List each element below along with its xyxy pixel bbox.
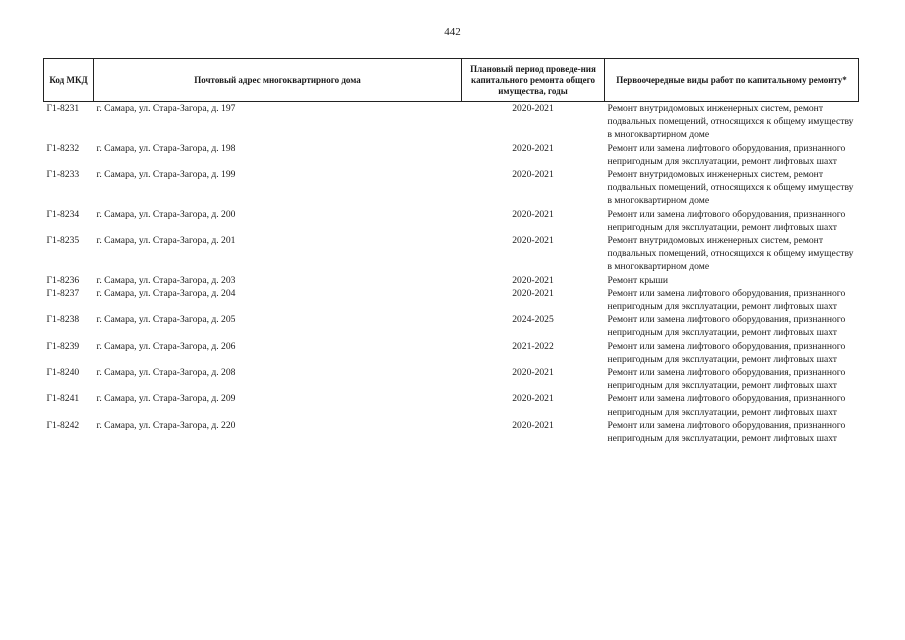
row-address: г. Самара, ул. Стара-Загора, д. 201 [96, 235, 236, 247]
table-row [44, 234, 859, 274]
table-row [44, 274, 859, 287]
row-period: 2020-2021 [512, 169, 554, 181]
table-row [44, 340, 859, 366]
row-period: 2024-2025 [512, 314, 554, 326]
row-address: г. Самара, ул. Стара-Загора, д. 205 [96, 314, 236, 326]
row-period: 2020-2021 [512, 208, 554, 220]
row-code: Г1-8233 [46, 169, 80, 181]
row-works: Ремонт или замена лифтового оборудования, признанного непригодным для эксплуатации, ремонт лифтовых шахт [607, 367, 846, 392]
row-address: г. Самара, ул. Стара-Загора, д. 198 [96, 142, 236, 154]
row-code: Г1-8234 [46, 208, 80, 220]
row-works: Ремонт или замена лифтового оборудования, признанного непригодным для эксплуатации, ремонт лифтовых шахт [607, 419, 846, 445]
row-works: Ремонт внутридомовых инженерных систем, ремонт подвальных помещений, относящихся к общему имуществу в многоквартирном доме [607, 103, 854, 141]
row-period: 2020-2021 [512, 235, 554, 247]
row-period: 2021-2022 [512, 340, 554, 352]
row-address: г. Самара, ул. Стара-Загора, д. 197 [96, 103, 236, 114]
row-works: Ремонт или замена лифтового оборудования, признанного непригодным для эксплуатации, ремонт лифтовых шахт [607, 314, 846, 339]
table-row [44, 142, 859, 168]
row-period: 2020-2021 [512, 367, 554, 379]
row-code: Г1-8235 [46, 235, 80, 247]
row-works: Ремонт или замена лифтового оборудования, признанного непригодным для эксплуатации, ремонт лифтовых шахт [607, 393, 846, 418]
row-works: Ремонт или замена лифтового оборудования, признанного непригодным для эксплуатации, ремонт лифтовых шахт [607, 340, 846, 365]
row-period: 2020-2021 [512, 103, 554, 114]
table-row [44, 287, 859, 313]
row-address: г. Самара, ул. Стара-Загора, д. 203 [96, 274, 236, 286]
header-address: Почтовый адрес многоквартирного дома [94, 59, 462, 102]
table-row [44, 392, 859, 418]
table-row [44, 102, 859, 142]
table-body [44, 102, 859, 446]
row-code: Г1-8237 [46, 287, 80, 299]
table-row [44, 366, 859, 392]
table-row [44, 208, 859, 234]
header-code: Код МКД [44, 59, 94, 102]
table-row [44, 313, 859, 339]
row-code: Г1-8242 [46, 419, 80, 431]
row-code: Г1-8231 [46, 103, 80, 114]
row-address: г. Самара, ул. Стара-Загора, д. 209 [96, 393, 236, 405]
row-address: г. Самара, ул. Стара-Загора, д. 220 [96, 419, 236, 431]
row-period: 2020-2021 [512, 274, 554, 286]
table-header [44, 59, 859, 102]
header-period: Плановый период проведе-ния капитального ремонта общего имущества, годы [462, 59, 605, 102]
row-works: Ремонт внутридомовых инженерных систем, ремонт подвальных помещений, относящихся к общему имуществу в многоквартирном доме [607, 169, 854, 207]
header-works: Первоочередные виды работ по капитальному ремонту* [605, 59, 859, 102]
row-address: г. Самара, ул. Стара-Загора, д. 199 [96, 169, 236, 181]
row-code: Г1-8232 [46, 142, 80, 154]
header-row [44, 59, 859, 102]
row-code: Г1-8240 [46, 367, 80, 379]
row-period: 2020-2021 [512, 142, 554, 154]
page-number: 442 [444, 26, 461, 38]
capital-repair-table [43, 58, 859, 445]
row-period: 2020-2021 [512, 393, 554, 405]
row-address: г. Самара, ул. Стара-Загора, д. 208 [96, 367, 236, 379]
row-address: г. Самара, ул. Стара-Загора, д. 200 [96, 208, 236, 220]
row-period: 2020-2021 [512, 419, 554, 431]
row-address: г. Самара, ул. Стара-Загора, д. 206 [96, 340, 236, 352]
row-code: Г1-8241 [46, 393, 80, 405]
row-address: г. Самара, ул. Стара-Загора, д. 204 [96, 287, 236, 299]
row-period: 2020-2021 [512, 287, 554, 299]
row-code: Г1-8239 [46, 340, 80, 352]
row-works: Ремонт внутридомовых инженерных систем, ремонт подвальных помещений, относящихся к общему имуществу в многоквартирном доме [607, 235, 854, 273]
row-works: Ремонт или замена лифтового оборудования, признанного непригодным для эксплуатации, ремонт лифтовых шахт [607, 287, 846, 313]
row-works: Ремонт крыши [607, 274, 668, 286]
row-code: Г1-8236 [46, 274, 80, 286]
row-works: Ремонт или замена лифтового оборудования, признанного непригодным для эксплуатации, ремонт лифтовых шахт [607, 142, 846, 167]
table-row [44, 419, 859, 445]
table-row [44, 168, 859, 208]
row-code: Г1-8238 [46, 314, 80, 326]
row-works: Ремонт или замена лифтового оборудования, признанного непригодным для эксплуатации, ремонт лифтовых шахт [607, 208, 846, 233]
